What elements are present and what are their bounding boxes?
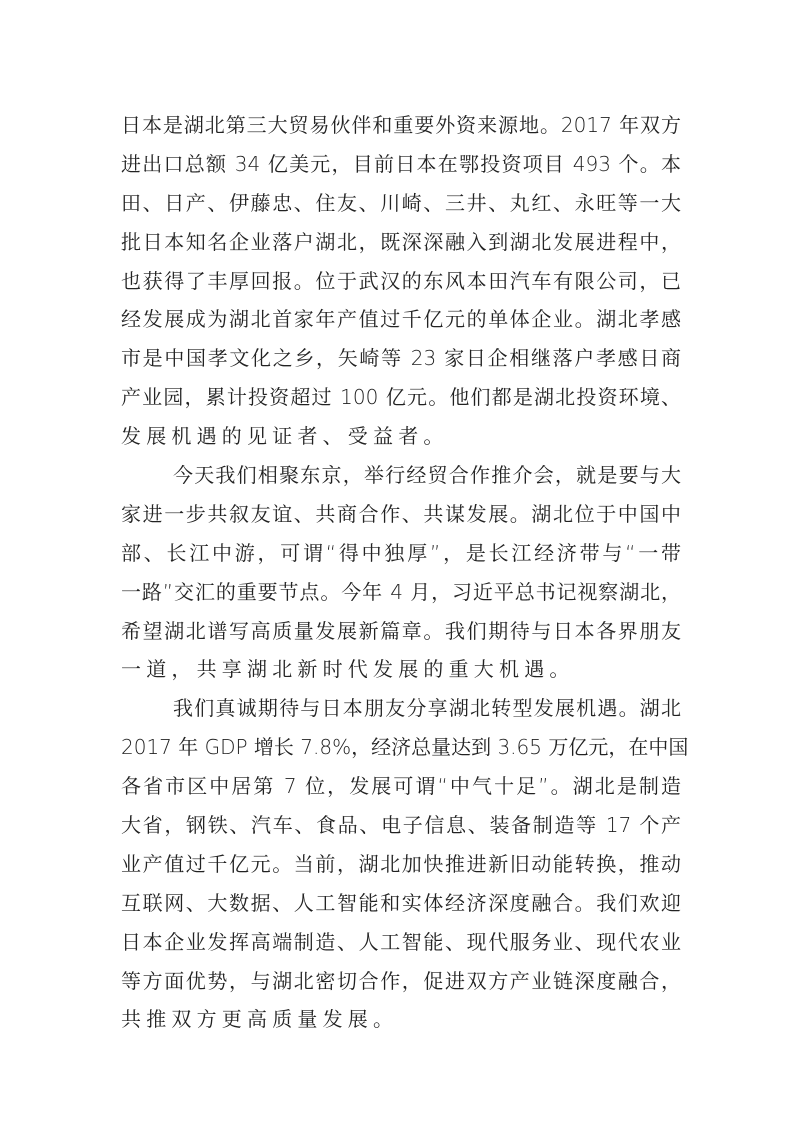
text-line: 市是中国孝文化之乡，矢崎等 23 家日企相继落户孝感日商 — [121, 346, 681, 371]
text-line-first: 今天我们相聚东京，举行经贸合作推介会，就是要与大 — [173, 463, 681, 488]
text-line-first: 我们真诚期待与日本朋友分享湖北转型发展机遇。湖北 — [173, 696, 681, 721]
text-line: 田、日产、伊藤忠、住友、川崎、三井、丸红、永旺等一大 — [121, 190, 681, 215]
paragraph-2 — [121, 456, 681, 689]
text-line: 希望湖北谱写高质量发展新篇章。我们期待与日本各界朋友 — [121, 618, 681, 643]
paragraph-3 — [121, 689, 689, 1039]
text-line-last: 共推双方更高质量发展。 — [121, 1007, 399, 1032]
text-line: 也获得了丰厚回报。位于武汉的东风本田汽车有限公司，已 — [121, 268, 681, 293]
text-line: 大省，钢铁、汽车、食品、电子信息、装备制造等 17 个产 — [121, 813, 681, 838]
text-line-last: 一道，共享湖北新时代发展的重大机遇。 — [121, 657, 575, 682]
text-line: 产业园，累计投资超过 100 亿元。他们都是湖北投资环境、 — [121, 385, 681, 410]
text-line: 各省市区中居第 7 位，发展可谓“中气十足”。湖北是制造 — [121, 774, 681, 799]
text-line: 日本是湖北第三大贸易伙伴和重要外资来源地。2017 年双方 — [121, 113, 681, 137]
text-line: 批日本知名企业落户湖北，既深深融入到湖北发展进程中， — [121, 229, 681, 254]
text-line: 家进一步共叙友谊、共商合作、共谋发展。湖北位于中国中 — [121, 501, 681, 526]
text-line: 等方面优势，与湖北密切合作，促进双方产业链深度融合， — [121, 968, 681, 993]
text-line-last: 发展机遇的见证者、受益者。 — [121, 424, 449, 449]
text-line: 部、长江中游，可谓“得中独厚”，是长江经济带与“一带 — [121, 540, 681, 565]
text-line: 业产值过千亿元。当前，湖北加快推进新旧动能转换，推动 — [121, 851, 681, 876]
text-line: 一路”交汇的重要节点。今年 4 月，习近平总书记视察湖北， — [121, 579, 681, 604]
text-line: 进出口总额 34 亿美元，目前日本在鄂投资项目 493 个。本 — [121, 151, 681, 176]
paragraph-1 — [121, 106, 681, 456]
text-line: 互联网、大数据、人工智能和实体经济深度融合。我们欢迎 — [121, 890, 681, 915]
text-line: 2017 年 GDP 增长 7.8%，经济总量达到 3.65 万亿元，在中国 — [121, 735, 689, 760]
text-line: 经发展成为湖北首家年产值过千亿元的单体企业。湖北孝感 — [121, 307, 681, 332]
document-body — [121, 106, 689, 1039]
text-line: 日本企业发挥高端制造、人工智能、现代服务业、现代农业 — [121, 929, 681, 954]
